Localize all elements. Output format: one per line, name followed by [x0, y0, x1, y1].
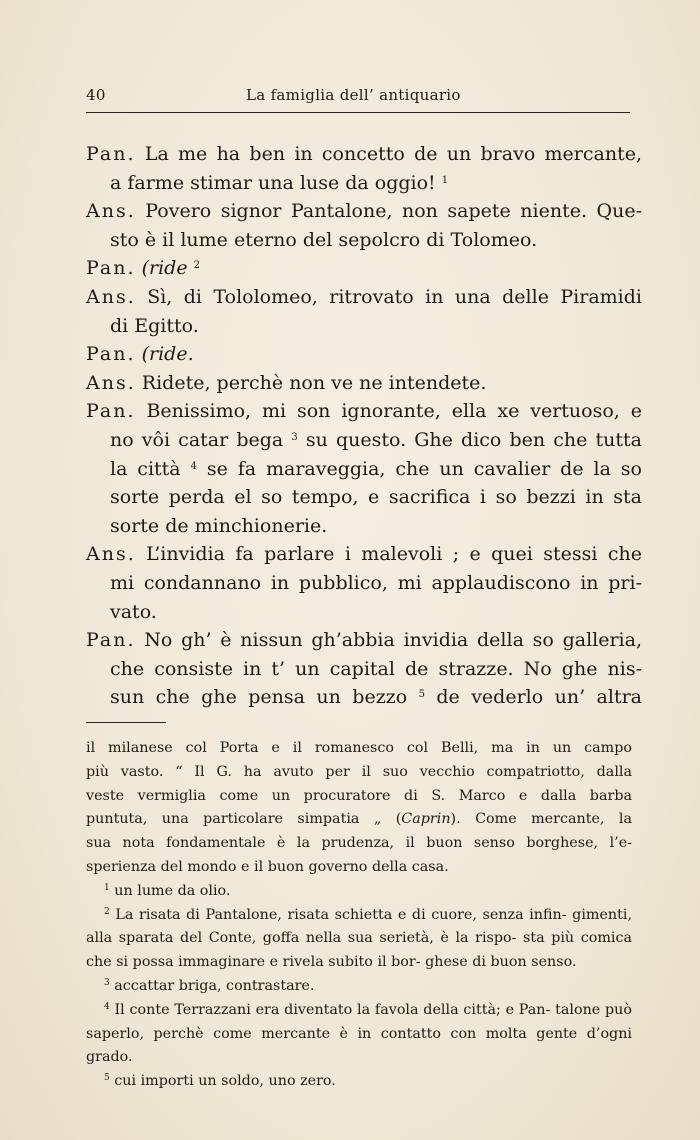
running-header — [86, 86, 630, 110]
footnote-mark: 5 — [418, 689, 425, 701]
dialogue-line: Pan. La me ha ben in concetto de un bravo mercante, — [86, 143, 642, 165]
dialogue-block — [86, 140, 642, 712]
footnote-continuation-line: il milanese col Porta e il romanesco col Belli, ma in un campo — [86, 740, 632, 756]
footnote: $^5$ cui importi un soldo, uno zero. — [104, 1073, 336, 1090]
speaker-label: Pan. — [86, 143, 136, 165]
footnote-number: 2 — [104, 906, 110, 917]
speaker-label: Ans. — [86, 371, 136, 394]
footnote-number: 5 — [104, 1073, 110, 1084]
dialogue-line: Pan. Benissimo, mi son ignorante, ella xe vertuoso, e — [86, 400, 642, 423]
dialogue-line: a farme stimar una luse da oggio! $^1$ — [110, 171, 449, 194]
speaker-label: Pan. — [86, 343, 136, 366]
dialogue-line — [86, 254, 642, 283]
dialogue-line: sun che ghe pensa un bezzo $^5$ de vederlo un’ altra — [110, 686, 642, 709]
speaker-label: Pan. — [86, 629, 136, 652]
dialogue-line: vato. — [110, 600, 157, 623]
footnote-number: 3 — [104, 977, 110, 988]
dialogue-line: no vôi catar bega $^3$ su questo. Ghe dico ben che tutta — [110, 428, 642, 451]
dialogue-line: sorte de minchionerie. — [110, 514, 328, 537]
dialogue-line: Ans. Ridete, perchè non ve ne intendete. — [86, 371, 487, 394]
footnote-continuation-line: sua nota fondamentale è la prudenza, il buon senso borghese, l’e- — [86, 835, 632, 852]
dialogue-line: Pan. No gh’ è nissun gh’abbia invidia della so galleria, — [86, 629, 642, 652]
speaker-label: Pan. — [86, 257, 136, 280]
running-title: La famiglia dell’ antiquario — [246, 86, 461, 104]
dialogue-line: di Egitto. — [110, 314, 199, 337]
footnote-number: 4 — [104, 1001, 110, 1012]
footnote-continuation-line: veste vermiglia come un procuratore di S. Marco e dalla barba — [86, 787, 632, 804]
dialogue-line: Ans. Povero signor Pantalone, non sapete niente. Que- — [86, 200, 642, 223]
dialogue-line: mi condannano in pubblico, mi applaudiscono in pri- — [110, 571, 642, 594]
speaker-label: Ans. — [86, 285, 136, 308]
footnote: $^3$ accattar briga, contrastare. — [104, 977, 315, 994]
footnote-mark: 2 — [193, 260, 200, 272]
footnote-rule — [86, 722, 166, 723]
page-number: 40 — [86, 86, 106, 104]
footnotes — [86, 737, 632, 1094]
dialogue-line: sto è il lume eterno del sepolcro di Tolomeo. — [110, 228, 538, 251]
footnote-mark: 4 — [190, 460, 197, 472]
footnote-mark: 3 — [291, 431, 298, 443]
footnote: $^2$ La risata di Pantalone, risata schietta e di cuore, senza infin- gimenti, alla sparata del Conte, goffa nella sua serietà, è la rispo- sta più comica che si possa immaginare e rivela subito il bor- ghese di buon senso. — [86, 906, 632, 971]
dialogue-line: la città $^4$ se fa maraveggia, che un cavalier de la so — [110, 457, 642, 480]
speaker-label: Pan. — [86, 400, 136, 423]
stage-direction: (ride — [141, 257, 188, 280]
dialogue-line: che consiste in t’ un capital de strazze. No ghe nis- — [110, 657, 642, 680]
dialogue-line — [86, 340, 642, 369]
speaker-label: Ans. — [86, 543, 136, 566]
speaker-label: Ans. — [86, 200, 136, 223]
header-rule — [86, 112, 630, 113]
footnote-number: 1 — [104, 882, 110, 893]
footnote-continuation-line: puntuta, una particolare simpatia „ (Caprin). Come mercante, la — [86, 811, 632, 828]
footnote-continuation-line: più vasto. “ Il G. ha avuto per il suo vecchio compatriotto, dalla — [86, 763, 632, 780]
footnote: $^4$ Il conte Terrazzani era diventato la favola della città; e Pan- talone può saperlo, perchè come mercante è in contatto con molta gente d’ogni grado. — [86, 1001, 632, 1066]
footnote: $^1$ un lume da olio. — [104, 882, 231, 899]
dialogue-line: Ans. L’invidia fa parlare i malevoli ; e quei stessi che — [86, 543, 642, 566]
stage-direction: (ride. — [141, 343, 194, 366]
footnote-continuation-line: sperienza del mondo e il buon governo della casa. — [86, 858, 449, 875]
dialogue-line: sorte perda el so tempo, e sacrifica i so bezzi in sta — [110, 486, 642, 509]
dialogue-line: Ans. Sì, di Tololomeo, ritrovato in una delle Piramidi — [86, 285, 642, 308]
footnote-mark: 1 — [441, 174, 449, 186]
